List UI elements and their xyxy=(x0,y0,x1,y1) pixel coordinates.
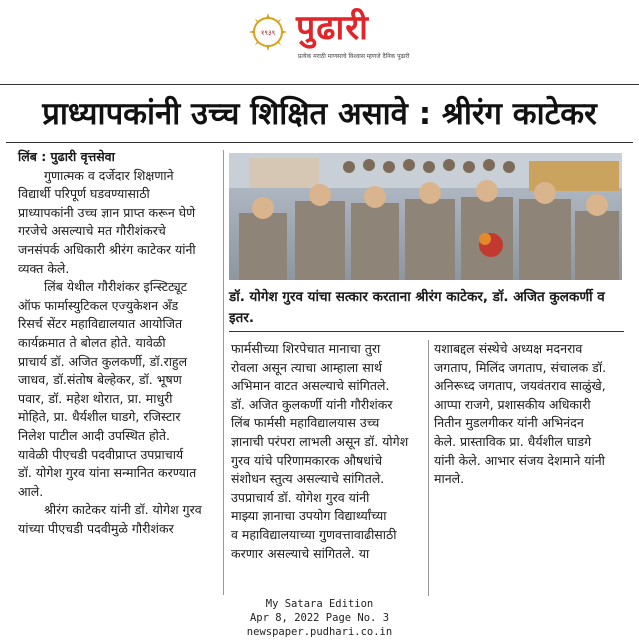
right-column-line: नितीन मुडलगीकर यांनी अभिनंदन xyxy=(434,415,584,431)
masthead-tagline: प्रत्‍येक मराठी माणसाचे विश्‍वास म्‍हणजे दैनिक पुढारी xyxy=(298,53,410,60)
top-divider xyxy=(0,84,639,85)
right-column-line: अनिरूध्द जगताप, जयवंतराव साळुंखे, xyxy=(434,378,606,394)
headline-divider xyxy=(6,142,633,143)
middle-column-line: लिंब फार्मसी महाविद्यालयास उच्च xyxy=(231,415,380,431)
emblem-icon xyxy=(248,12,288,52)
left-column-line: यावेळी पीएचडी पदवीप्राप्त उपप्राचार्य xyxy=(18,446,184,462)
right-column-line: मानले. xyxy=(434,471,465,487)
middle-column-line: ज्ञानाची परंपरा लाभली असून डॉ. योगेश xyxy=(231,433,409,449)
left-column-line: ऑफ फार्मास्युटिकल एज्युकेशन अँड xyxy=(18,297,179,313)
right-column-line: केले. प्रास्ताविक प्रा. धैर्यशील घाडगे xyxy=(434,433,592,449)
left-column-line: प्राध्यापकांनी उच्च ज्ञान प्राप्त करून घेणे xyxy=(18,204,196,220)
column-divider xyxy=(223,150,224,595)
group-photo-image xyxy=(229,153,622,280)
middle-column-line: उपप्राचार्य डॉ. योगेश गुरव यांनी xyxy=(231,489,370,505)
middle-column-line: संशोधन स्तुत्य असल्याचे सांगितले. xyxy=(231,471,385,487)
middle-column-line: माझ्या ज्ञानाचा उपयोग विद्यार्थ्यांच्या xyxy=(231,508,387,524)
left-column-line: आले. xyxy=(18,483,44,499)
left-column-line: जाधव, डॉ.संतोष बेल्हेकर, डॉ. भूषण xyxy=(18,372,182,388)
right-column-line: यशाबद्दल संस्थेचे अध्यक्ष मदनराव xyxy=(434,341,583,356)
left-column-line: जनसंपर्क अधिकारी श्रीरंग काटेकर यांनी xyxy=(18,241,196,257)
middle-column-line: गुरव यांचे परिणामकारक औषधांचे xyxy=(231,452,383,468)
left-column-line: गुणात्मक व दर्जेदार शिक्षणाने xyxy=(44,167,174,183)
newspaper-logo: पुढारी xyxy=(296,8,369,48)
middle-column xyxy=(231,340,424,563)
edition-name: My Satara Edition xyxy=(265,598,374,610)
left-column-line: गरजेचे असल्याचे मत गौरीशंकरचे xyxy=(18,223,166,239)
left-column-line: व्यक्त केले. xyxy=(18,260,70,276)
left-column-line: निलेश पाटील आदी उपस्थित होते. xyxy=(18,427,170,443)
right-column-line: जगताप, मिलिंद जगताप, संचालक डॉ. xyxy=(434,359,607,375)
photo-caption: डॉ. योगेश गुरव यांचा सत्कार करताना श्रीरंग काटेकर, डॉ. अजित कुलकर्णी व इतर. xyxy=(229,289,605,326)
left-column-line: लिंब येथील गौरीशंकर इन्स्टिट्यूट xyxy=(44,279,188,295)
left-column-line: मोहिते, प्रा. धैर्यशील घाडगे, रजिस्टार xyxy=(18,409,181,425)
emblem-label: १९३९ xyxy=(260,29,276,37)
left-column-line: रिसर्च सेंटर महाविद्यालयात आयोजित xyxy=(18,316,183,332)
left-column-line: श्रीरंग काटेकर यांनी डॉ. योगेश गुरव xyxy=(44,502,202,518)
masthead xyxy=(0,0,639,70)
left-column-line: लिंब : पुढारी वृत्तसेवा xyxy=(18,149,115,164)
article-headline: प्राध्यापकांनी उच्च शिक्षित असावे : श्रीरंग काटेकर xyxy=(42,96,597,132)
left-column-line: यांच्या पीएचडी पदवीमुळे गौरीशंकर xyxy=(18,520,174,536)
left-column-line: प्राचार्य डॉ. अजित कुलकर्णी, डॉ.राहुल xyxy=(18,353,188,369)
middle-column-line: डॉ. अजित कुलकर्णी यांनी गौरीशंकर xyxy=(231,396,393,412)
left-column-line: कार्यक्रमात ते बोलत होते. यावेळी xyxy=(18,334,166,350)
right-column xyxy=(434,340,624,489)
middle-column-line: अभिमान वाटत असल्याचे सांगितले. xyxy=(231,378,390,394)
middle-column-line: व महाविद्यालयाच्या गुणवत्तावाढीसाठी xyxy=(231,526,397,542)
middle-column-line: फार्मसीच्या शिरपेचात मानाचा तुरा xyxy=(231,341,381,356)
caption-divider xyxy=(229,331,624,332)
right-column-line: आप्पा राजगे, प्रशासकीय अधिकारी xyxy=(434,396,591,412)
article-photo xyxy=(229,153,622,280)
edition-url: newspaper.pudhari.co.in xyxy=(246,626,393,638)
left-column-line: पवार, डॉ. महेश थोरात, प्रा. माधुरी xyxy=(18,390,173,406)
left-column-line: डॉ. योगेश गुरव यांना सन्मानित करण्यात xyxy=(18,465,197,481)
middle-column-line: करणार असल्याचे सांगितले. या xyxy=(231,545,370,561)
column-divider-2 xyxy=(428,340,429,596)
edition-footer xyxy=(0,597,639,639)
left-column-line: विद्यार्थी परिपूर्ण घडवण्यासाठी xyxy=(18,186,150,202)
edition-date-page: Apr 8, 2022 Page No. 3 xyxy=(249,612,390,624)
right-column-line: यांनी केले. आभार संजय देशमाने यांनी xyxy=(434,452,605,468)
left-column xyxy=(18,148,218,538)
middle-column-line: रोवला असून त्याचा आम्हाला सार्थ xyxy=(231,359,382,375)
